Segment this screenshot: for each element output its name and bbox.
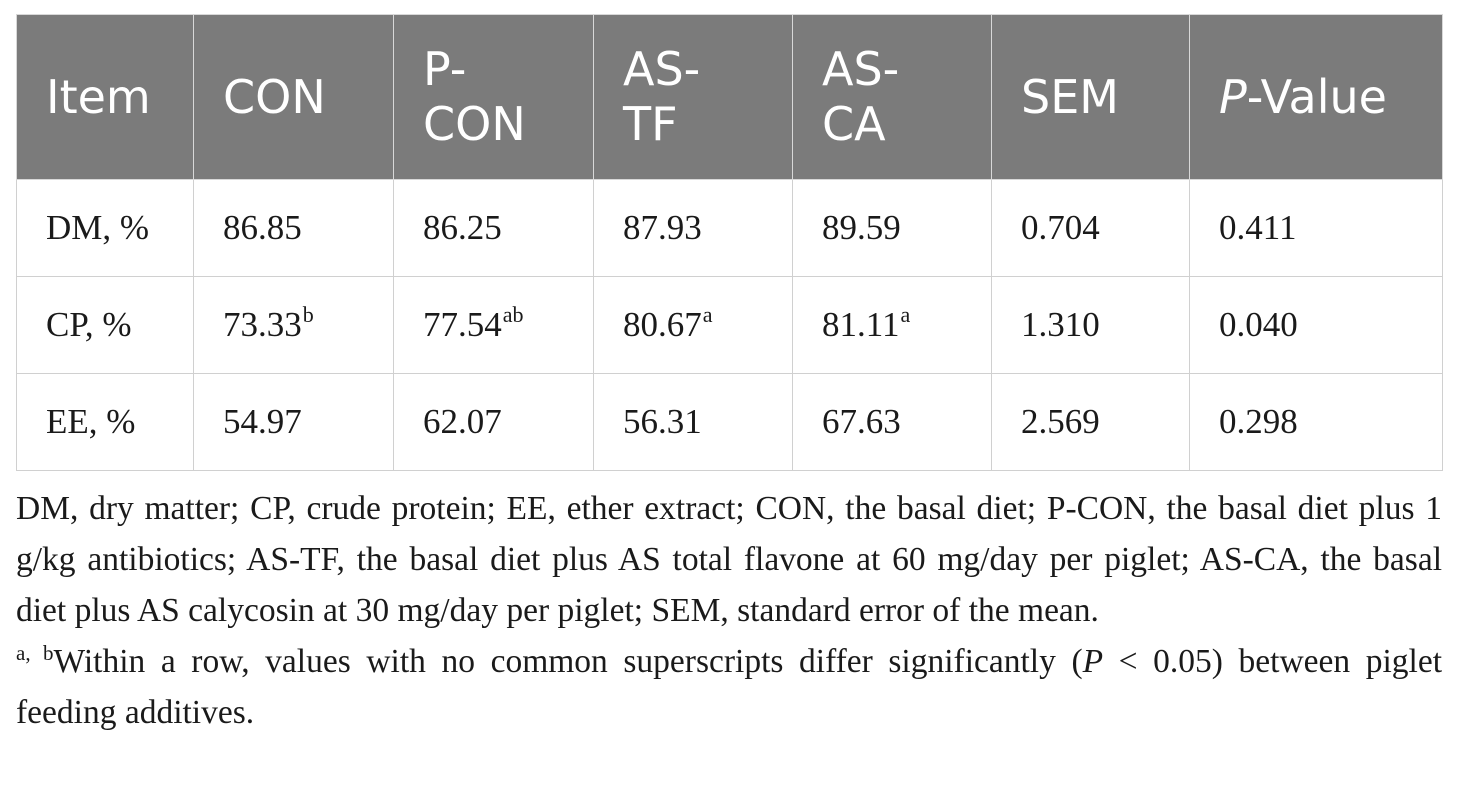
superscript-letter: a <box>900 302 911 327</box>
row-label: EE, % <box>17 374 194 471</box>
header-row <box>17 15 1443 180</box>
header-p-con: P- CON <box>394 15 594 180</box>
table-figure <box>16 14 1442 738</box>
table-row <box>17 277 1443 374</box>
cell-p-value: 0.040 <box>1190 277 1443 374</box>
cell-sem: 2.569 <box>992 374 1190 471</box>
footnote-marker: a, b <box>16 641 54 665</box>
data-table <box>16 14 1443 471</box>
row-label: CP, % <box>17 277 194 374</box>
cell-as-tf: 87.93 <box>594 180 793 277</box>
row-label: DM, % <box>17 180 194 277</box>
superscript-letter: b <box>302 302 314 327</box>
header-item: Item <box>17 15 194 180</box>
abbreviation-footnote: DM, dry matter; CP, crude protein; EE, ether extract; CON, the basal diet; P-CON, the basal diet plus 1 g/kg antibiotics; AS-TF, the basal diet plus AS total flavone at 60 mg/day per piglet; AS-CA, the basal diet plus AS calycosin at 30 mg/day per piglet; SEM, standard error of the mean. <box>16 490 1442 629</box>
significance-footnote: $^{a, b}$Within a row, values with no common superscripts differ significantly (P < 0.05) between piglet feeding additives. <box>16 641 1442 731</box>
superscript-letter: ab <box>502 302 524 327</box>
cell-as-ca: 89.59 <box>793 180 992 277</box>
table-footnotes <box>16 483 1442 738</box>
header-sem: SEM <box>992 15 1190 180</box>
cell-con: 54.97 <box>194 374 394 471</box>
superscript-letter: a <box>702 302 713 327</box>
header-p-value: P-Value <box>1190 15 1443 180</box>
cell-p-con: 77.54$^{ab}$ <box>394 277 594 374</box>
cell-as-tf: 80.67$^a$ <box>594 277 793 374</box>
cell-sem: 0.704 <box>992 180 1190 277</box>
cell-p-value: 0.298 <box>1190 374 1443 471</box>
cell-as-tf: 56.31 <box>594 374 793 471</box>
table-row <box>17 180 1443 277</box>
table-row <box>17 374 1443 471</box>
cell-as-ca: 81.11$^a$ <box>793 277 992 374</box>
header-as-ca: AS- CA <box>793 15 992 180</box>
cell-con: 73.33$^b$ <box>194 277 394 374</box>
cell-con: 86.85 <box>194 180 394 277</box>
cell-p-value: 0.411 <box>1190 180 1443 277</box>
cell-sem: 1.310 <box>992 277 1190 374</box>
header-as-tf: AS- TF <box>594 15 793 180</box>
cell-p-con: 86.25 <box>394 180 594 277</box>
cell-as-ca: 67.63 <box>793 374 992 471</box>
cell-p-con: 62.07 <box>394 374 594 471</box>
header-con: CON <box>194 15 394 180</box>
